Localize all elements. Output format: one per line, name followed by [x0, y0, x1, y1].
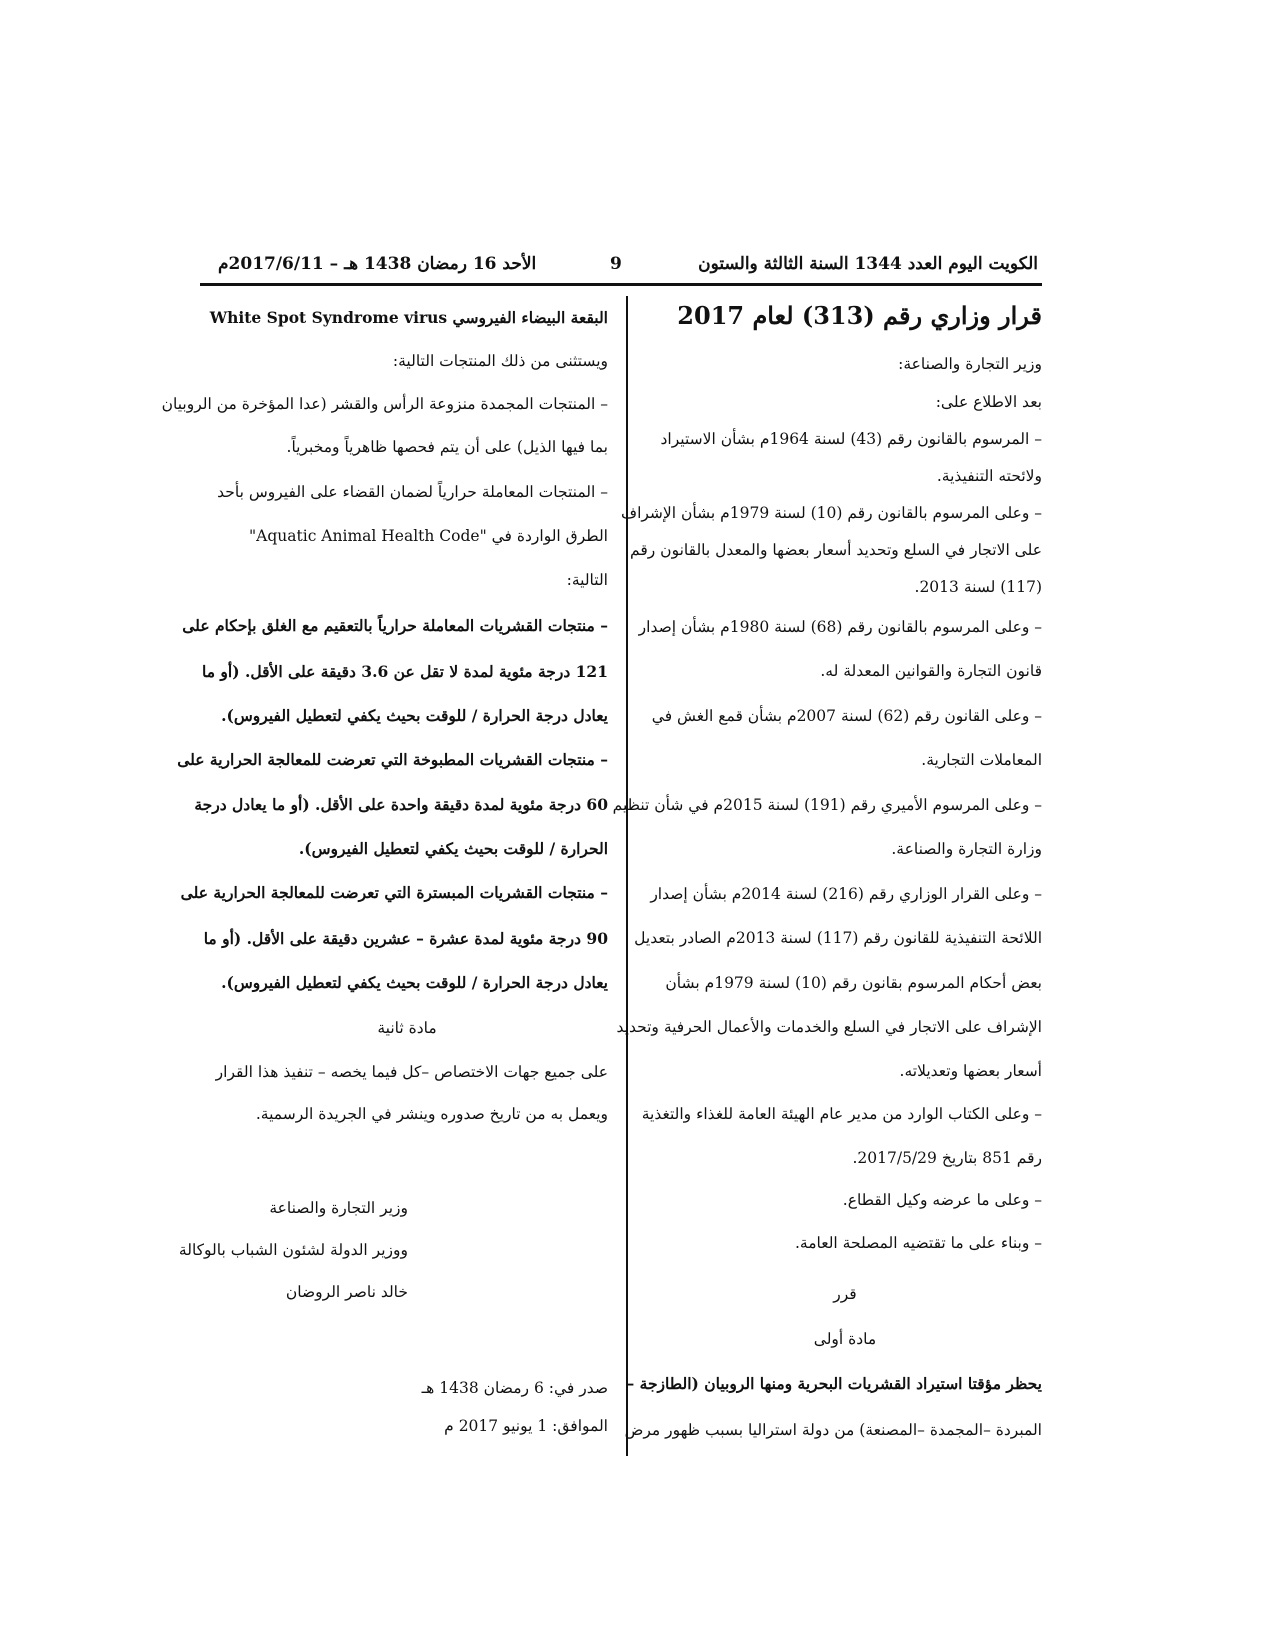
- text-line: – المنتجات المعاملة حرارياً لضمان القضاء على الفيروس بأحد: [217, 483, 608, 501]
- decided-label: قرر: [833, 1285, 857, 1303]
- text-line: ولائحته التنفيذية.: [936, 467, 1042, 485]
- text-line: – منتجات القشريات المطبوخة التي تعرضت للمعالجة الحرارية على: [177, 750, 608, 769]
- issued-date: صدر في: 6 رمضان 1438 هـ: [421, 1379, 608, 1397]
- text-line: ويعمل به من تاريخ صدوره وينشر في الجريدة الرسمية.: [255, 1105, 608, 1123]
- signature-line: خالد ناصر الروضان: [285, 1283, 408, 1301]
- text-line: بما فيها الذيل) على أن يتم فحصها ظاهرياً ومخبرياً.: [286, 438, 608, 456]
- text-line: 90 درجة مئوية لمدة عشرة – عشرين دقيقة على الأقل. (أو ما: [203, 929, 608, 948]
- signature-line: وزير التجارة والصناعة: [269, 1199, 408, 1217]
- text-line: الطرق الواردة في "Aquatic Animal Health Code": [249, 527, 608, 545]
- column-divider: [626, 296, 628, 1456]
- page-header: [200, 250, 1042, 282]
- text-line: (117) لسنة 2013.: [914, 578, 1042, 596]
- text-line: المعاملات التجارية.: [921, 751, 1042, 769]
- text-line: ويستثنى من ذلك المنتجات التالية:: [392, 352, 608, 370]
- text-line: الإشراف على الاتجار في السلع والخدمات والأعمال الحرفية وتحديد: [616, 1018, 1042, 1036]
- left-body: [161, 296, 608, 1005]
- text-line: – وعلى القانون رقم (62) لسنة 2007م بشأن قمع الغش في: [651, 707, 1042, 725]
- text-line: بعض أحكام المرسوم بقانون رقم (10) لسنة 1979م بشأن: [665, 974, 1042, 992]
- text-line: – وعلى ما عرضه وكيل القطاع.: [842, 1191, 1042, 1209]
- article-2-title: مادة ثانية: [377, 1019, 437, 1037]
- text-line: – المرسوم بالقانون رقم (43) لسنة 1964م بشأن الاستيراد: [660, 430, 1042, 448]
- text-line: رقم 851 بتاريخ 2017/5/29.: [852, 1149, 1042, 1167]
- right-column: [612, 296, 1042, 1453]
- left-column: [161, 296, 608, 1445]
- text-line: – وعلى المرسوم الأميري رقم (191) لسنة 2015م في شأن تنظيم: [612, 796, 1042, 814]
- text-line: اللائحة التنفيذية للقانون رقم (117) لسنة 2013م الصادر بتعديل: [634, 929, 1042, 947]
- text-line: يحظر مؤقتا استيراد القشريات البحرية ومنها الروبيان (الطازجة –: [626, 1374, 1042, 1393]
- article-2-body: [206, 1051, 608, 1135]
- text-line: – منتجات القشريات المعاملة حرارياً بالتعقيم مع الغلق بإحكام على: [182, 616, 608, 635]
- text-line: – وعلى الكتاب الوارد من مدير عام الهيئة العامة للغذاء والتغذية: [641, 1105, 1042, 1123]
- text-line: المبردة –المجمدة –المصنعة) من دولة استراليا بسبب ظهور مرض: [624, 1421, 1042, 1439]
- article-1-body: [624, 1361, 1042, 1453]
- text-line: على الاتجار في السلع وتحديد أسعار بعضها والمعدل بالقانون رقم: [630, 541, 1042, 559]
- corresponding-date: الموافق: 1 يونيو 2017 م: [444, 1417, 608, 1435]
- text-line: على جميع جهات الاختصاص –كل فيما يخصه – تنفيذ هذا القرار: [215, 1063, 608, 1081]
- text-line: وزارة التجارة والصناعة.: [891, 840, 1042, 858]
- text-line: التالية:: [566, 571, 608, 589]
- decree-title: قرار وزاري رقم (313) لعام 2017: [677, 301, 1042, 330]
- header-date: الأحد 16 رمضان 1438 هـ – 2017/6/11م: [218, 254, 537, 274]
- text-line: بعد الاطلاع على:: [935, 393, 1042, 411]
- signature-block: [178, 1187, 608, 1313]
- signature-line: ووزير الدولة لشئون الشباب بالوكالة: [178, 1241, 408, 1259]
- text-line: – وعلى المرسوم بالقانون رقم (10) لسنة 1979م بشأن الإشراف: [621, 504, 1042, 522]
- page-number: 9: [610, 254, 622, 274]
- article-1-title: مادة أولى: [813, 1330, 877, 1348]
- text-line: وزير التجارة والصناعة:: [898, 355, 1042, 373]
- issue-info: الكويت اليوم العدد 1344 السنة الثالثة والستون: [698, 254, 1038, 274]
- text-line: البقعة البيضاء الفيروسي White Spot Syndrome virus: [209, 308, 608, 327]
- preamble: [612, 344, 1042, 1265]
- text-line: – وعلى القرار الوزاري رقم (216) لسنة 2014م بشأن إصدار: [650, 885, 1042, 903]
- text-line: – وعلى المرسوم بالقانون رقم (68) لسنة 1980م بشأن إصدار: [638, 618, 1042, 636]
- text-line: 121 درجة مئوية لمدة لا تقل عن 3.6 دقيقة على الأقل. (أو ما: [202, 662, 608, 681]
- header-rule: [200, 283, 1042, 286]
- text-line: قانون التجارة والقوانين المعدلة له.: [820, 662, 1042, 680]
- text-line: يعادل درجة الحرارة / للوقت بحيث يكفي لتعطيل الفيروس).: [221, 706, 608, 725]
- text-line: – وبناء على ما تقتضيه المصلحة العامة.: [794, 1234, 1042, 1252]
- text-line: 60 درجة مئوية لمدة دقيقة واحدة على الأقل. (أو ما يعادل درجة: [194, 795, 608, 814]
- text-line: – المنتجات المجمدة منزوعة الرأس والقشر (عدا المؤخرة من الروبيان: [161, 395, 608, 413]
- text-line: يعادل درجة الحرارة / للوقت بحيث يكفي لتعطيل الفيروس).: [221, 973, 608, 992]
- text-line: الحرارة / للوقت بحيث يكفي لتعطيل الفيروس).: [298, 839, 608, 858]
- text-line: – منتجات القشريات المبسترة التي تعرضت للمعالجة الحرارية على: [180, 883, 608, 902]
- text-line: أسعار بعضها وتعديلاته.: [899, 1062, 1042, 1080]
